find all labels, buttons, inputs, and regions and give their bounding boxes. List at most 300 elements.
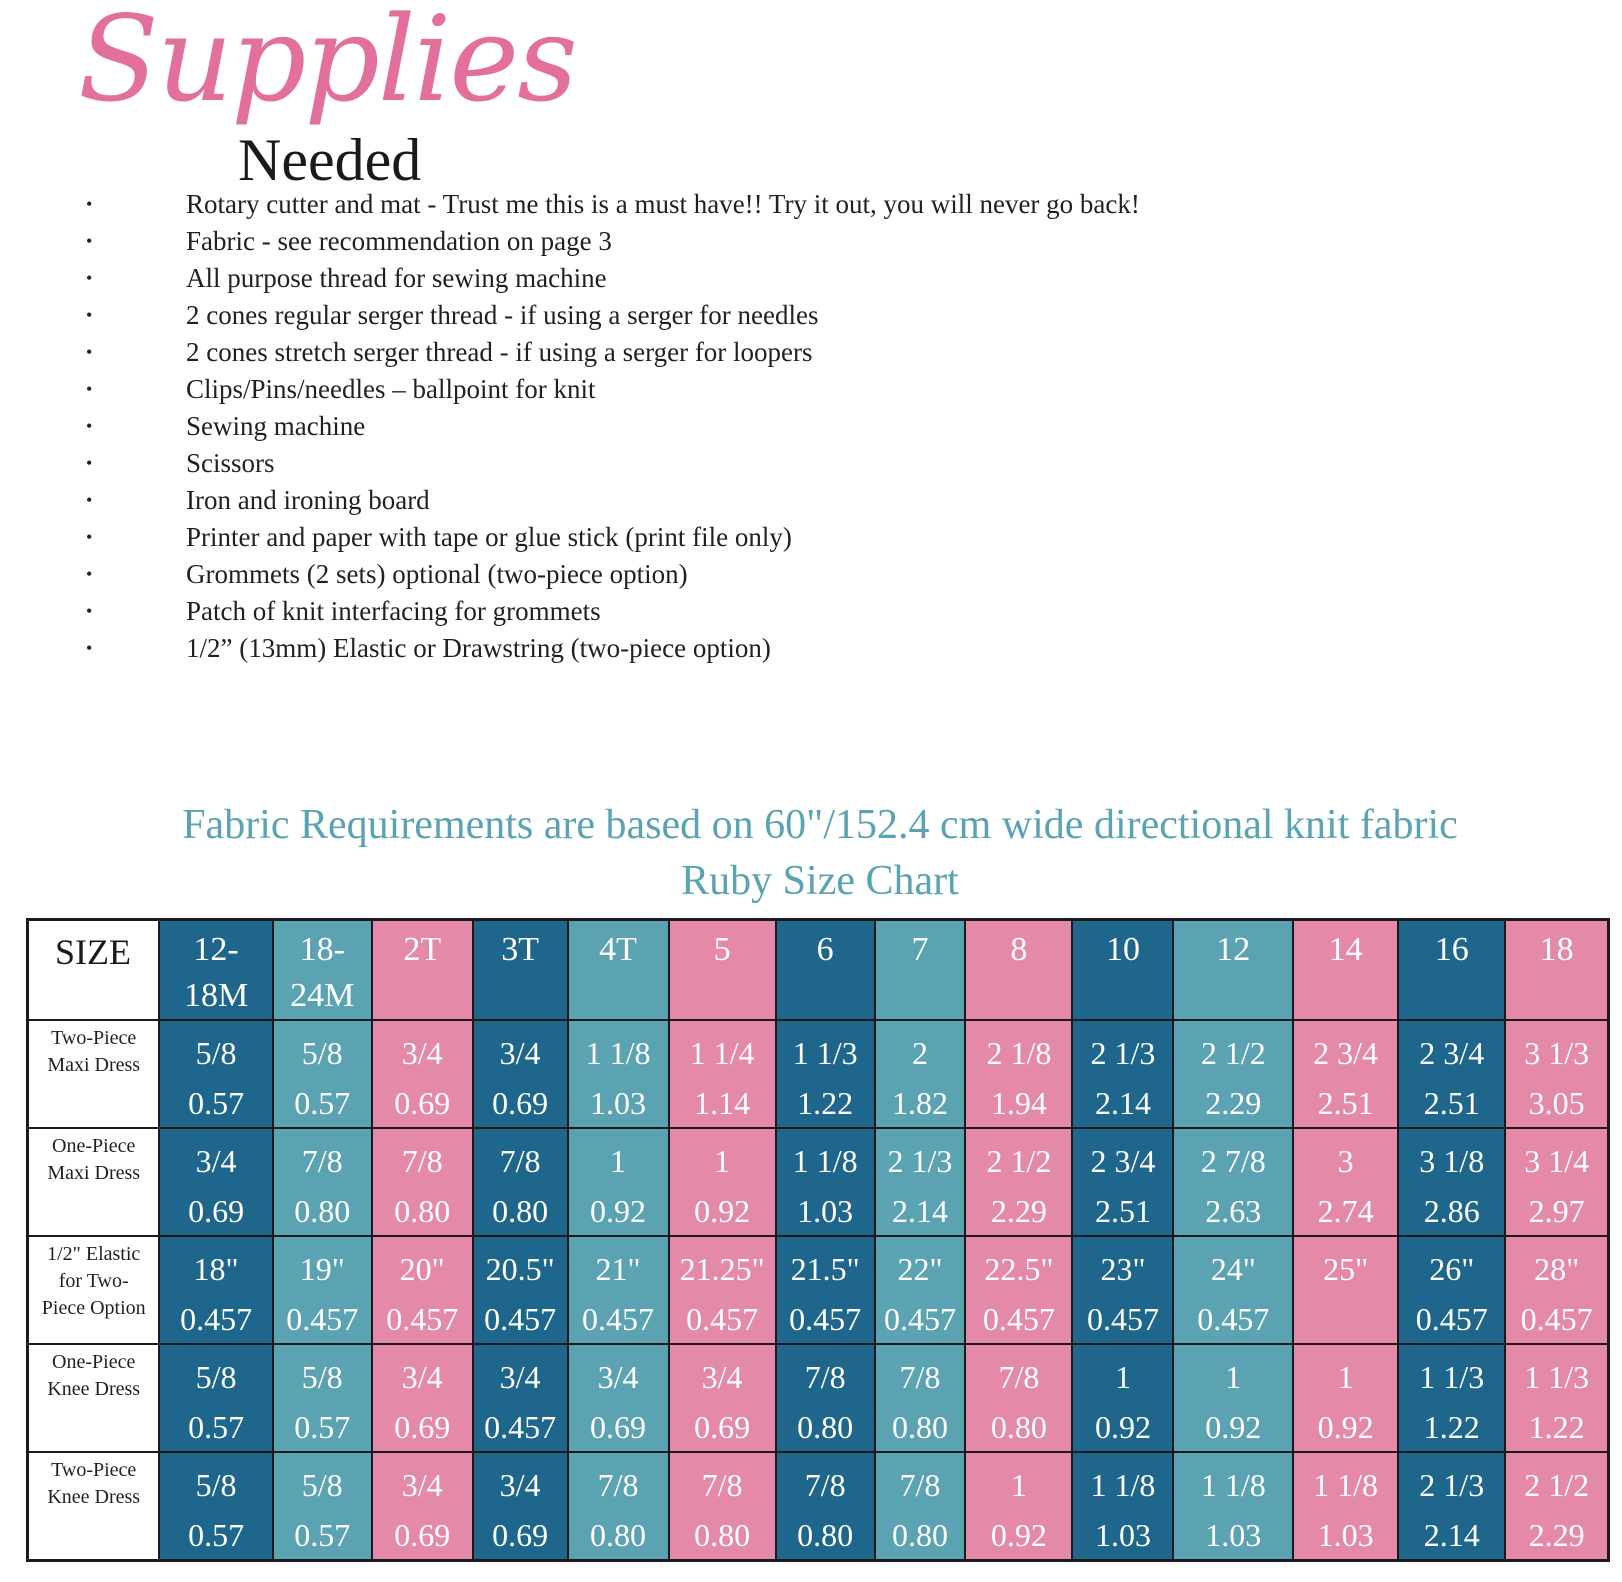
meter-value: 0.57: [188, 1409, 245, 1445]
table-cell: [159, 1344, 272, 1452]
table-cell: [875, 1128, 966, 1236]
size-header-line1: 14: [1328, 931, 1363, 968]
supply-item-text: Iron and ironing board: [186, 485, 430, 515]
yardage-value: 7/8: [401, 1143, 443, 1179]
supply-item: [0, 630, 1140, 667]
meter-value: 1.03: [797, 1193, 854, 1229]
size-chart-table: [26, 918, 1610, 1562]
table-cell: [273, 1452, 372, 1560]
supply-item: [0, 223, 1140, 260]
yardage-value: 2 1/3: [1090, 1035, 1156, 1071]
yardage-value: 5/8: [195, 1035, 237, 1071]
table-cell: [875, 1344, 966, 1452]
meter-value: 0.57: [188, 1517, 245, 1553]
row-label-line: Piece Option: [41, 1297, 146, 1319]
yardage-value: 22.5": [984, 1251, 1054, 1287]
size-column-header: [1173, 920, 1293, 1021]
yardage-value: 5/8: [195, 1467, 237, 1503]
row-label-line: 1/2" Elastic: [47, 1243, 141, 1265]
meter-value: 0.80: [294, 1193, 351, 1229]
supply-item-text: Printer and paper with tape or glue stick (print file only): [186, 522, 792, 552]
row-label-line: for Two-: [58, 1270, 129, 1292]
yardage-value: 1 1/3: [1419, 1359, 1485, 1395]
yardage-value: 2 1/2: [1200, 1035, 1266, 1071]
meter-value: 0.57: [188, 1085, 245, 1121]
yardage-value: 2: [911, 1035, 928, 1071]
bullet-icon: •: [86, 527, 93, 547]
table-cell: [273, 1128, 372, 1236]
supply-item: [0, 334, 1140, 371]
meter-value: 0.92: [1205, 1409, 1262, 1445]
yardage-value: 5/8: [301, 1467, 343, 1503]
size-header-line1: 12: [1216, 931, 1251, 968]
yardage-value: 1: [610, 1143, 627, 1179]
yardage-value: 5/8: [301, 1035, 343, 1071]
row-label-line: Two-Piece: [51, 1459, 137, 1481]
supply-item: [0, 556, 1140, 593]
table-cell: [965, 1452, 1072, 1560]
supply-item-text: 2 cones stretch serger thread - if using a serger for loopers: [186, 337, 813, 367]
yardage-value: 1 1/8: [585, 1035, 651, 1071]
meter-value: 1.94: [990, 1085, 1047, 1121]
table-cell: [159, 1236, 272, 1344]
supply-item: [0, 593, 1140, 630]
yardage-value: 3/4: [597, 1359, 639, 1395]
table-cell: [1505, 1236, 1608, 1344]
bullet-icon: •: [86, 268, 93, 288]
meter-value: 0.457: [484, 1301, 557, 1337]
yardage-value: 7/8: [899, 1467, 941, 1503]
size-header-line1: 16: [1434, 931, 1469, 968]
meter-value: 0.69: [590, 1409, 647, 1445]
row-label: [28, 1128, 160, 1236]
meter-value: 0.457: [1415, 1301, 1488, 1337]
yardage-value: 2 1/8: [986, 1035, 1052, 1071]
meter-value: 2.63: [1205, 1193, 1262, 1229]
table-cell: [1173, 1020, 1293, 1128]
table-cell: [669, 1128, 776, 1236]
table-row: [28, 1452, 1609, 1560]
bullet-icon: •: [86, 453, 93, 473]
supply-item: [0, 260, 1140, 297]
supply-item-text: 2 cones regular serger thread - if using a serger for needles: [186, 300, 819, 330]
table-cell: [1398, 1236, 1505, 1344]
yardage-value: 1 1/8: [1090, 1467, 1156, 1503]
table-cell: [1072, 1020, 1173, 1128]
meter-value: 2.29: [990, 1193, 1047, 1229]
yardage-value: 26": [1429, 1251, 1475, 1287]
meter-value: 1.03: [1205, 1517, 1262, 1553]
table-cell: [669, 1020, 776, 1128]
table-cell: [568, 1236, 669, 1344]
supply-item-text: Scissors: [186, 448, 275, 478]
bullet-icon: •: [86, 416, 93, 436]
table-cell: [473, 1452, 568, 1560]
table-cell: [669, 1452, 776, 1560]
meter-value: 1.14: [694, 1085, 751, 1121]
size-column-header: [372, 920, 473, 1021]
yardage-value: 7/8: [597, 1467, 639, 1503]
row-label-line: One-Piece: [52, 1351, 136, 1373]
size-header-line1: 12-: [193, 931, 239, 968]
supply-item-text: Rotary cutter and mat - Trust me this is a must have!! Try it out, you will never go back!: [186, 189, 1140, 219]
row-label: [28, 1344, 160, 1452]
yardage-value: 1 1/8: [1313, 1467, 1379, 1503]
yardage-value: 1 1/8: [792, 1143, 858, 1179]
table-cell: [875, 1020, 966, 1128]
meter-value: 0.92: [694, 1193, 751, 1229]
table-cell: [473, 1344, 568, 1452]
yardage-value: 2 3/4: [1090, 1143, 1156, 1179]
meter-value: 0.69: [394, 1085, 451, 1121]
bullet-icon: •: [86, 231, 93, 251]
yardage-value: 28": [1534, 1251, 1580, 1287]
yardage-value: 1: [714, 1143, 731, 1179]
supply-item-text: Patch of knit interfacing for grommets: [186, 596, 601, 626]
table-cell: [776, 1452, 875, 1560]
row-label-line: Maxi Dress: [47, 1162, 141, 1184]
bullet-icon: •: [86, 564, 93, 584]
size-header-line1: 7: [911, 931, 929, 968]
meter-value: 2.14: [1094, 1085, 1151, 1121]
table-cell: [473, 1128, 568, 1236]
size-header-line1: 6: [816, 931, 834, 968]
meter-value: 0.80: [590, 1517, 647, 1553]
meter-value: 1.03: [1094, 1517, 1151, 1553]
meter-value: 2.51: [1423, 1085, 1480, 1121]
yardage-value: 3 1/3: [1524, 1035, 1590, 1071]
table-cell: [1072, 1344, 1173, 1452]
table-cell: [1505, 1452, 1608, 1560]
table-cell: [875, 1236, 966, 1344]
bullet-icon: •: [86, 638, 93, 658]
yardage-value: 3/4: [195, 1143, 237, 1179]
table-row: [28, 1236, 1609, 1344]
row-label-line: Knee Dress: [47, 1486, 141, 1508]
table-cell: [1072, 1128, 1173, 1236]
meter-value: 2.51: [1094, 1193, 1151, 1229]
meter-value: 0.69: [694, 1409, 751, 1445]
yardage-value: 1: [1225, 1359, 1242, 1395]
table-cell: [1505, 1020, 1608, 1128]
meter-value: 0.69: [492, 1517, 549, 1553]
yardage-value: 20": [399, 1251, 445, 1287]
supply-item: [0, 445, 1140, 482]
table-cell: [273, 1344, 372, 1452]
yardage-value: 2 3/4: [1313, 1035, 1379, 1071]
meter-value: 0.92: [1094, 1409, 1151, 1445]
size-header-line1: 18-: [299, 931, 345, 968]
yardage-value: 21.5": [790, 1251, 860, 1287]
table-cell: [776, 1020, 875, 1128]
meter-value: 0.69: [492, 1085, 549, 1121]
meter-value: 1.03: [1317, 1517, 1374, 1553]
yardage-value: 2 7/8: [1200, 1143, 1266, 1179]
meter-value: 0.457: [883, 1301, 956, 1337]
table-cell: [372, 1020, 473, 1128]
row-label: [28, 1236, 160, 1344]
yardage-value: 1 1/3: [1524, 1359, 1590, 1395]
title-needed: Needed: [238, 127, 422, 193]
table-cell: [965, 1236, 1072, 1344]
table-row: [28, 1344, 1609, 1452]
bullet-icon: •: [86, 601, 93, 621]
meter-value: 0.457: [1086, 1301, 1159, 1337]
table-cell: [1293, 1128, 1398, 1236]
table-cell: [965, 1020, 1072, 1128]
supply-item: [0, 408, 1140, 445]
size-header-line1: 5: [713, 931, 731, 968]
size-column-header: [875, 920, 966, 1021]
meter-value: 0.457: [484, 1409, 557, 1445]
table-cell: [1505, 1128, 1608, 1236]
size-header-line1: 18: [1539, 931, 1574, 968]
yardage-value: 3/4: [499, 1359, 541, 1395]
table-cell: [372, 1344, 473, 1452]
table-cell: [1398, 1452, 1505, 1560]
table-cell: [159, 1128, 272, 1236]
table-cell: [159, 1020, 272, 1128]
meter-value: 0.80: [797, 1517, 854, 1553]
row-label: [28, 1020, 160, 1128]
meter-value: 1.22: [1528, 1409, 1585, 1445]
supply-item-text: 1/2” (13mm) Elastic or Drawstring (two-piece option): [186, 633, 771, 663]
yardage-value: 21.25": [679, 1251, 765, 1287]
yardage-value: 21": [595, 1251, 641, 1287]
yardage-value: 25": [1323, 1251, 1369, 1287]
yardage-value: 3/4: [401, 1359, 443, 1395]
meter-value: 2.74: [1317, 1193, 1374, 1229]
meter-value: 0.80: [797, 1409, 854, 1445]
meter-value: 0.457: [180, 1301, 253, 1337]
supply-item: [0, 482, 1140, 519]
table-cell: [1173, 1452, 1293, 1560]
meter-value: 2.29: [1205, 1085, 1262, 1121]
meter-value: 0.457: [582, 1301, 655, 1337]
bullet-icon: •: [86, 342, 93, 362]
size-header-label: SIZE: [28, 920, 160, 1021]
bullet-icon: •: [86, 490, 93, 510]
yardage-value: 5/8: [301, 1359, 343, 1395]
table-cell: [1293, 1020, 1398, 1128]
yardage-value: 2 3/4: [1419, 1035, 1485, 1071]
meter-value: 2.51: [1317, 1085, 1374, 1121]
meter-value: 0.57: [294, 1409, 351, 1445]
meter-value: 0.457: [1520, 1301, 1593, 1337]
supply-item-text: Fabric - see recommendation on page 3: [186, 226, 612, 256]
yardage-value: 19": [299, 1251, 345, 1287]
size-column-header: [1505, 920, 1608, 1021]
size-column-header: [273, 920, 372, 1021]
yardage-value: 3 1/8: [1419, 1143, 1485, 1179]
meter-value: 0.80: [694, 1517, 751, 1553]
size-column-header: [1293, 920, 1398, 1021]
table-cell: [568, 1128, 669, 1236]
yardage-value: 1: [1337, 1359, 1354, 1395]
size-column-header: [1072, 920, 1173, 1021]
yardage-value: 20.5": [485, 1251, 555, 1287]
supply-item-text: Sewing machine: [186, 411, 366, 441]
meter-value: 0.457: [789, 1301, 862, 1337]
yardage-value: 7/8: [804, 1467, 846, 1503]
meter-value: [1294, 1287, 1397, 1301]
yardage-value: 1 1/3: [792, 1035, 858, 1071]
supply-item-text: Grommets (2 sets) optional (two-piece option): [186, 559, 688, 589]
table-cell: [1072, 1236, 1173, 1344]
table-cell: [1293, 1236, 1398, 1344]
yardage-value: 7/8: [499, 1143, 541, 1179]
table-cell: [965, 1128, 1072, 1236]
bullet-icon: •: [86, 379, 93, 399]
table-cell: [1398, 1128, 1505, 1236]
yardage-value: 3 1/4: [1524, 1143, 1590, 1179]
size-header-line1: 2T: [403, 931, 442, 968]
table-cell: [1072, 1452, 1173, 1560]
size-column-header: [776, 920, 875, 1021]
yardage-value: 1 1/8: [1200, 1467, 1266, 1503]
supply-item: [0, 297, 1140, 334]
yardage-value: 3/4: [499, 1467, 541, 1503]
table-cell: [372, 1236, 473, 1344]
row-label-line: Knee Dress: [47, 1378, 141, 1400]
size-header-line1: 3T: [501, 931, 539, 968]
yardage-value: 2 1/2: [1524, 1467, 1590, 1503]
table-cell: [1173, 1128, 1293, 1236]
meter-value: 2.97: [1528, 1193, 1585, 1229]
yardage-value: 1: [1114, 1359, 1131, 1395]
meter-value: 2.14: [1423, 1517, 1480, 1553]
table-cell: [1173, 1344, 1293, 1452]
meter-value: 2.29: [1528, 1517, 1585, 1553]
row-label: [28, 1452, 160, 1560]
table-cell: [473, 1020, 568, 1128]
supplies-list: [0, 186, 1140, 667]
yardage-value: 1: [1010, 1467, 1027, 1503]
yardage-value: 3/4: [499, 1035, 541, 1071]
table-cell: [965, 1344, 1072, 1452]
yardage-value: 7/8: [804, 1359, 846, 1395]
yardage-value: 18": [193, 1251, 239, 1287]
yardage-value: 23": [1100, 1251, 1146, 1287]
meter-value: 0.457: [686, 1301, 759, 1337]
table-cell: [1398, 1344, 1505, 1452]
yardage-value: 22": [897, 1251, 943, 1287]
bullet-icon: •: [86, 194, 93, 214]
supply-item-text: All purpose thread for sewing machine: [186, 263, 607, 293]
supply-item: [0, 186, 1140, 223]
table-cell: [776, 1128, 875, 1236]
yardage-value: 7/8: [998, 1359, 1040, 1395]
yardage-value: 3/4: [401, 1035, 443, 1071]
meter-value: 0.457: [1197, 1301, 1270, 1337]
table-cell: [1293, 1344, 1398, 1452]
table-cell: [273, 1236, 372, 1344]
meter-value: 1.22: [1423, 1409, 1480, 1445]
fabric-requirements-heading: Fabric Requirements are based on 60"/152.4 cm wide directional knit fabric: [182, 802, 1458, 848]
meter-value: 0.80: [891, 1409, 948, 1445]
meter-value: 0.57: [294, 1085, 351, 1121]
meter-value: 0.69: [188, 1193, 245, 1229]
size-column-header: [669, 920, 776, 1021]
yardage-value: 7/8: [899, 1359, 941, 1395]
table-cell: [875, 1452, 966, 1560]
meter-value: 0.80: [394, 1193, 451, 1229]
table-cell: [568, 1020, 669, 1128]
yardage-value: 2 1/2: [986, 1143, 1052, 1179]
yardage-value: 3: [1337, 1143, 1354, 1179]
table-cell: [1173, 1236, 1293, 1344]
supply-item: [0, 371, 1140, 408]
meter-value: 0.69: [394, 1517, 451, 1553]
row-label-line: One-Piece: [52, 1135, 136, 1157]
meter-value: 2.14: [891, 1193, 948, 1229]
meter-value: 0.457: [286, 1301, 359, 1337]
meter-value: 0.92: [990, 1517, 1047, 1553]
yardage-value: 24": [1210, 1251, 1256, 1287]
table-cell: [776, 1344, 875, 1452]
table-cell: [372, 1452, 473, 1560]
size-column-header: [965, 920, 1072, 1021]
yardage-value: 5/8: [195, 1359, 237, 1395]
meter-value: 2.86: [1423, 1193, 1480, 1229]
meter-value: 1.22: [797, 1085, 854, 1121]
title-supplies: Supplies: [78, 0, 576, 128]
meter-value: 0.69: [394, 1409, 451, 1445]
yardage-value: 2 1/3: [887, 1143, 953, 1179]
table-cell: [159, 1452, 272, 1560]
table-cell: [273, 1020, 372, 1128]
size-column-header: [1398, 920, 1505, 1021]
yardage-value: 3/4: [701, 1359, 743, 1395]
row-label-line: Maxi Dress: [47, 1054, 141, 1076]
yardage-value: 1 1/4: [689, 1035, 755, 1071]
meter-value: 0.457: [982, 1301, 1055, 1337]
table-row: [28, 1128, 1609, 1236]
table-cell: [568, 1452, 669, 1560]
size-column-header: [473, 920, 568, 1021]
meter-value: 3.05: [1528, 1085, 1585, 1121]
meter-value: 0.57: [294, 1517, 351, 1553]
yardage-value: 3/4: [401, 1467, 443, 1503]
meter-value: 1.03: [590, 1085, 647, 1121]
meter-value: 0.457: [386, 1301, 459, 1337]
size-column-header: [568, 920, 669, 1021]
size-header-line1: 10: [1105, 931, 1140, 968]
table-cell: [1505, 1344, 1608, 1452]
meter-value: 0.80: [891, 1517, 948, 1553]
table-cell: [669, 1236, 776, 1344]
row-label-line: Two-Piece: [51, 1027, 137, 1049]
table-cell: [1398, 1020, 1505, 1128]
bullet-icon: •: [86, 305, 93, 325]
supply-item-text: Clips/Pins/needles – ballpoint for knit: [186, 374, 596, 404]
yardage-value: 7/8: [301, 1143, 343, 1179]
yardage-value: 2 1/3: [1419, 1467, 1485, 1503]
size-header-line1: 4T: [599, 931, 637, 968]
yardage-value: 7/8: [701, 1467, 743, 1503]
size-chart-title: Ruby Size Chart: [681, 858, 959, 904]
table-cell: [568, 1344, 669, 1452]
supply-item: [0, 519, 1140, 556]
table-cell: [372, 1128, 473, 1236]
meter-value: 1.82: [891, 1085, 948, 1121]
table-row: [28, 1020, 1609, 1128]
meter-value: 0.80: [492, 1193, 549, 1229]
size-header-line2: 18M: [183, 977, 249, 1014]
size-column-header: [159, 920, 272, 1021]
table-cell: [669, 1344, 776, 1452]
size-header-line1: 8: [1010, 931, 1028, 968]
